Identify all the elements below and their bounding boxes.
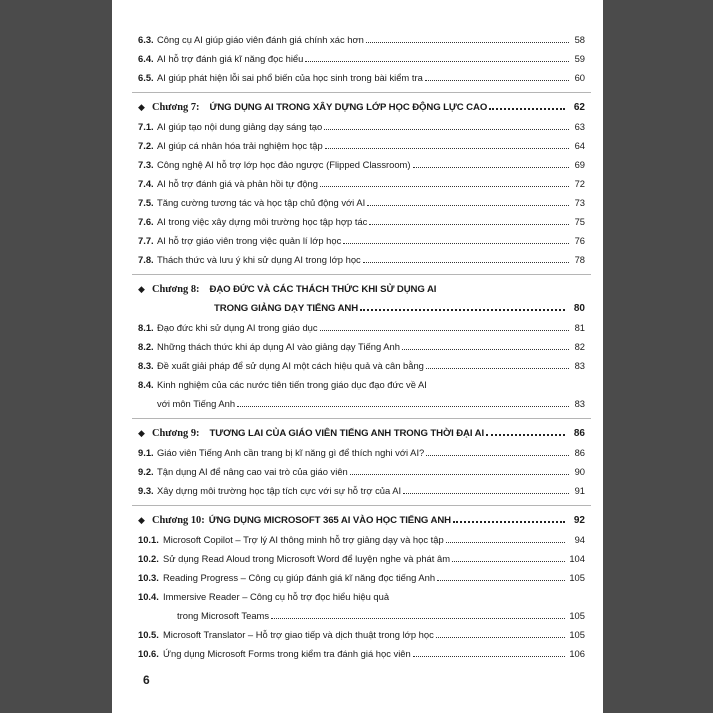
dot-leader	[271, 618, 565, 619]
dot-leader	[320, 186, 569, 187]
section-number: 6.3.	[138, 34, 154, 45]
dot-leader	[452, 561, 565, 562]
section-title: Đạo đức khi sử dụng AI trong giáo dục	[157, 322, 318, 333]
section-title: AI giúp tạo nội dung giảng dạy sáng tạo	[157, 121, 323, 132]
page-ref: 64	[574, 140, 585, 151]
section-number: 9.1.	[138, 447, 154, 458]
section-title: AI trong việc xây dựng môi trường học tập hợp tác	[157, 216, 368, 227]
toc-chapter-10[interactable]	[138, 511, 585, 530]
section-title: Đề xuất giải pháp để sử dụng AI một cách hiệu quả và cân bằng	[157, 360, 424, 371]
page-ref: 104	[569, 553, 585, 564]
section-number: 7.2.	[138, 140, 154, 151]
dot-leader	[425, 80, 569, 81]
dot-leader	[436, 637, 565, 638]
page-ref: 60	[574, 72, 585, 83]
section-title: Immersive Reader – Công cụ hỗ trợ đọc hiểu hiệu quả	[163, 591, 390, 602]
toc-entry-9-2[interactable]	[138, 462, 585, 481]
page-ref: 82	[574, 341, 585, 352]
page-ref: 69	[574, 159, 585, 170]
dot-leader	[366, 42, 569, 43]
diamond-bullet-icon: ◆	[138, 515, 145, 525]
page-ref: 83	[574, 398, 585, 409]
page-ref: 86	[574, 447, 585, 458]
toc-entry-8-1[interactable]	[138, 318, 585, 337]
page-ref: 78	[574, 254, 585, 265]
section-number: 7.5.	[138, 197, 154, 208]
section-number: 9.2.	[138, 466, 154, 477]
section-number: 7.4.	[138, 178, 154, 189]
dot-leader	[446, 542, 565, 543]
toc-entry-7-7[interactable]	[138, 231, 585, 250]
toc-chapter-8-line2[interactable]	[138, 299, 585, 318]
toc-entry-8-4-line2[interactable]	[138, 394, 585, 413]
dot-leader	[350, 474, 569, 475]
section-title: Microsoft Translator – Hỗ trợ giao tiếp và dịch thuật trong lớp học	[163, 629, 434, 640]
toc-entry-9-1[interactable]	[138, 443, 585, 462]
section-title: AI giúp phát hiện lỗi sai phổ biến của học sinh trong bài kiểm tra	[157, 72, 423, 83]
chapter-label: Chương 9:	[152, 428, 200, 439]
section-number: 9.3.	[138, 485, 154, 496]
dot-leader	[413, 656, 565, 657]
section-title: Những thách thức khi áp dụng AI vào giảng dạy Tiếng Anh	[157, 341, 400, 352]
section-number: 7.8.	[138, 254, 154, 265]
book-page	[112, 0, 603, 713]
chapter-label: Chương 8:	[152, 284, 200, 295]
section-title: Sử dụng Read Aloud trong Microsoft Word để luyện nghe và phát âm	[163, 553, 451, 564]
section-title: Công cụ AI giúp giáo viên đánh giá chính xác hơn	[157, 34, 364, 45]
section-title: Tận dụng AI để nâng cao vai trò của giáo viên	[157, 466, 348, 477]
dot-leader	[369, 224, 569, 225]
toc-entry-10-4-line2[interactable]	[138, 606, 585, 625]
page-ref: 80	[573, 303, 585, 314]
toc-entry-8-4[interactable]	[138, 375, 585, 394]
dot-leader	[403, 493, 569, 494]
dot-leader	[320, 330, 569, 331]
table-of-contents	[138, 30, 585, 663]
chapter-divider	[132, 274, 591, 275]
page-ref: 73	[574, 197, 585, 208]
toc-entry-6-3[interactable]	[138, 30, 585, 49]
toc-entry-7-4[interactable]	[138, 174, 585, 193]
toc-entry-7-6[interactable]	[138, 212, 585, 231]
toc-entry-6-4[interactable]	[138, 49, 585, 68]
section-title: Ứng dụng Microsoft Forms trong kiểm tra đánh giá học viên	[163, 648, 411, 659]
toc-entry-8-3[interactable]	[138, 356, 585, 375]
chapter-title: TƯƠNG LAI CỦA GIÁO VIÊN TIẾNG ANH TRONG THỜI ĐẠI AI	[209, 428, 485, 439]
toc-entry-6-5[interactable]	[138, 68, 585, 87]
dot-leader	[426, 368, 569, 369]
section-title-cont: trong Microsoft Teams	[177, 610, 270, 621]
chapter-title: ĐẠO ĐỨC VÀ CÁC THÁCH THỨC KHI SỬ DỤNG AI	[209, 284, 437, 295]
section-title: Xây dựng môi trường học tập tích cực với sự hỗ trợ của AI	[157, 485, 402, 496]
diamond-bullet-icon: ◆	[138, 428, 145, 438]
section-number: 7.7.	[138, 235, 154, 246]
section-title: Công nghệ AI hỗ trợ lớp học đảo ngược (Flipped Classroom)	[157, 159, 411, 170]
section-title: AI giúp cá nhân hóa trải nghiệm học tập	[157, 140, 323, 151]
page-ref: 72	[574, 178, 585, 189]
chapter-title: ỨNG DỤNG MICROSOFT 365 AI VÀO HỌC TIẾNG ANH	[208, 515, 451, 526]
chapter-label: Chương 7:	[152, 102, 200, 113]
right-side-bar	[603, 0, 713, 713]
chapter-title-cont: TRONG GIẢNG DẠY TIẾNG ANH	[214, 303, 359, 314]
toc-chapter-7[interactable]	[138, 98, 585, 117]
dot-leader	[360, 309, 565, 311]
section-title: AI hỗ trợ giáo viên trong việc quản lí lớp học	[157, 235, 342, 246]
section-number: 8.1.	[138, 322, 154, 333]
page-ref: 63	[574, 121, 585, 132]
dot-leader	[237, 406, 569, 407]
section-title: Microsoft Copilot – Trợ lý AI thông minh hỗ trợ giảng dạy và học tập	[163, 534, 444, 545]
page-ref: 90	[574, 466, 585, 477]
page-ref: 92	[573, 515, 585, 526]
chapter-label: Chương 10:	[152, 515, 205, 526]
section-number: 8.4.	[138, 379, 154, 390]
dot-leader	[489, 108, 565, 110]
left-side-bar	[0, 0, 112, 713]
section-number: 8.2.	[138, 341, 154, 352]
dot-leader	[343, 243, 569, 244]
section-number: 8.3.	[138, 360, 154, 371]
toc-entry-8-2[interactable]	[138, 337, 585, 356]
toc-entry-7-3[interactable]	[138, 155, 585, 174]
section-number: 10.2.	[138, 553, 159, 564]
page-ref: 81	[574, 322, 585, 333]
section-title: Giáo viên Tiếng Anh cần trang bị kĩ năng gì để thích nghi với AI?	[157, 447, 425, 458]
section-number: 6.4.	[138, 53, 154, 64]
page-ref: 105	[569, 629, 585, 640]
toc-entry-9-3[interactable]	[138, 481, 585, 500]
page-ref: 105	[569, 572, 585, 583]
page-ref: 86	[573, 428, 585, 439]
page-ref: 91	[574, 485, 585, 496]
toc-entry-10-3[interactable]	[138, 568, 585, 587]
section-number: 7.1.	[138, 121, 154, 132]
page-ref: 83	[574, 360, 585, 371]
page-ref: 106	[569, 648, 585, 659]
section-title: Kinh nghiệm của các nước tiên tiến trong giáo dục đạo đức về AI	[157, 379, 427, 390]
page-ref: 75	[574, 216, 585, 227]
dot-leader	[324, 129, 569, 130]
page-ref: 94	[574, 534, 585, 545]
page-ref: 105	[569, 610, 585, 621]
dot-leader	[325, 148, 569, 149]
toc-entry-7-1[interactable]	[138, 117, 585, 136]
section-number: 7.3.	[138, 159, 154, 170]
dot-leader	[486, 434, 565, 436]
dot-leader	[367, 205, 569, 206]
toc-chapter-9[interactable]	[138, 424, 585, 443]
page-ref: 59	[574, 53, 585, 64]
chapter-divider	[132, 505, 591, 506]
section-number: 7.6.	[138, 216, 154, 227]
toc-entry-10-6[interactable]	[138, 644, 585, 663]
toc-entry-10-5[interactable]	[138, 625, 585, 644]
page-ref: 62	[573, 102, 585, 113]
page-number: 6	[143, 673, 150, 687]
dot-leader	[453, 521, 565, 523]
section-title-cont: với môn Tiếng Anh	[157, 398, 236, 409]
chapter-title: ỨNG DỤNG AI TRONG XÂY DỰNG LỚP HỌC ĐỘNG LỰC CAO	[209, 102, 488, 113]
dot-leader	[437, 580, 565, 581]
diamond-bullet-icon: ◆	[138, 102, 145, 112]
dot-leader	[363, 262, 569, 263]
dot-leader	[402, 349, 569, 350]
toc-entry-7-8[interactable]	[138, 250, 585, 269]
chapter-divider	[132, 92, 591, 93]
toc-entry-10-1[interactable]	[138, 530, 585, 549]
section-title: Thách thức và lưu ý khi sử dụng AI trong lớp học	[157, 254, 361, 265]
section-number: 10.4.	[138, 591, 159, 602]
toc-chapter-8[interactable]	[138, 280, 585, 299]
dot-leader	[426, 455, 569, 456]
diamond-bullet-icon: ◆	[138, 284, 145, 294]
dot-leader	[413, 167, 570, 168]
page-ref: 58	[574, 34, 585, 45]
section-number: 10.6.	[138, 648, 159, 659]
section-number: 10.5.	[138, 629, 159, 640]
section-number: 10.3.	[138, 572, 159, 583]
toc-entry-7-2[interactable]	[138, 136, 585, 155]
toc-entry-10-4[interactable]	[138, 587, 585, 606]
chapter-divider	[132, 418, 591, 419]
page-ref: 76	[574, 235, 585, 246]
dot-leader	[305, 61, 569, 62]
section-number: 10.1.	[138, 534, 159, 545]
section-title: AI hỗ trợ đánh giá và phản hồi tự động	[157, 178, 318, 189]
section-number: 6.5.	[138, 72, 154, 83]
toc-entry-10-2[interactable]	[138, 549, 585, 568]
toc-entry-7-5[interactable]	[138, 193, 585, 212]
section-title: AI hỗ trợ đánh giá kĩ năng đọc hiểu	[157, 53, 304, 64]
section-title: Tăng cường tương tác và học tập chủ động với AI	[157, 197, 366, 208]
section-title: Reading Progress – Công cụ giúp đánh giá kĩ năng đọc tiếng Anh	[163, 572, 436, 583]
